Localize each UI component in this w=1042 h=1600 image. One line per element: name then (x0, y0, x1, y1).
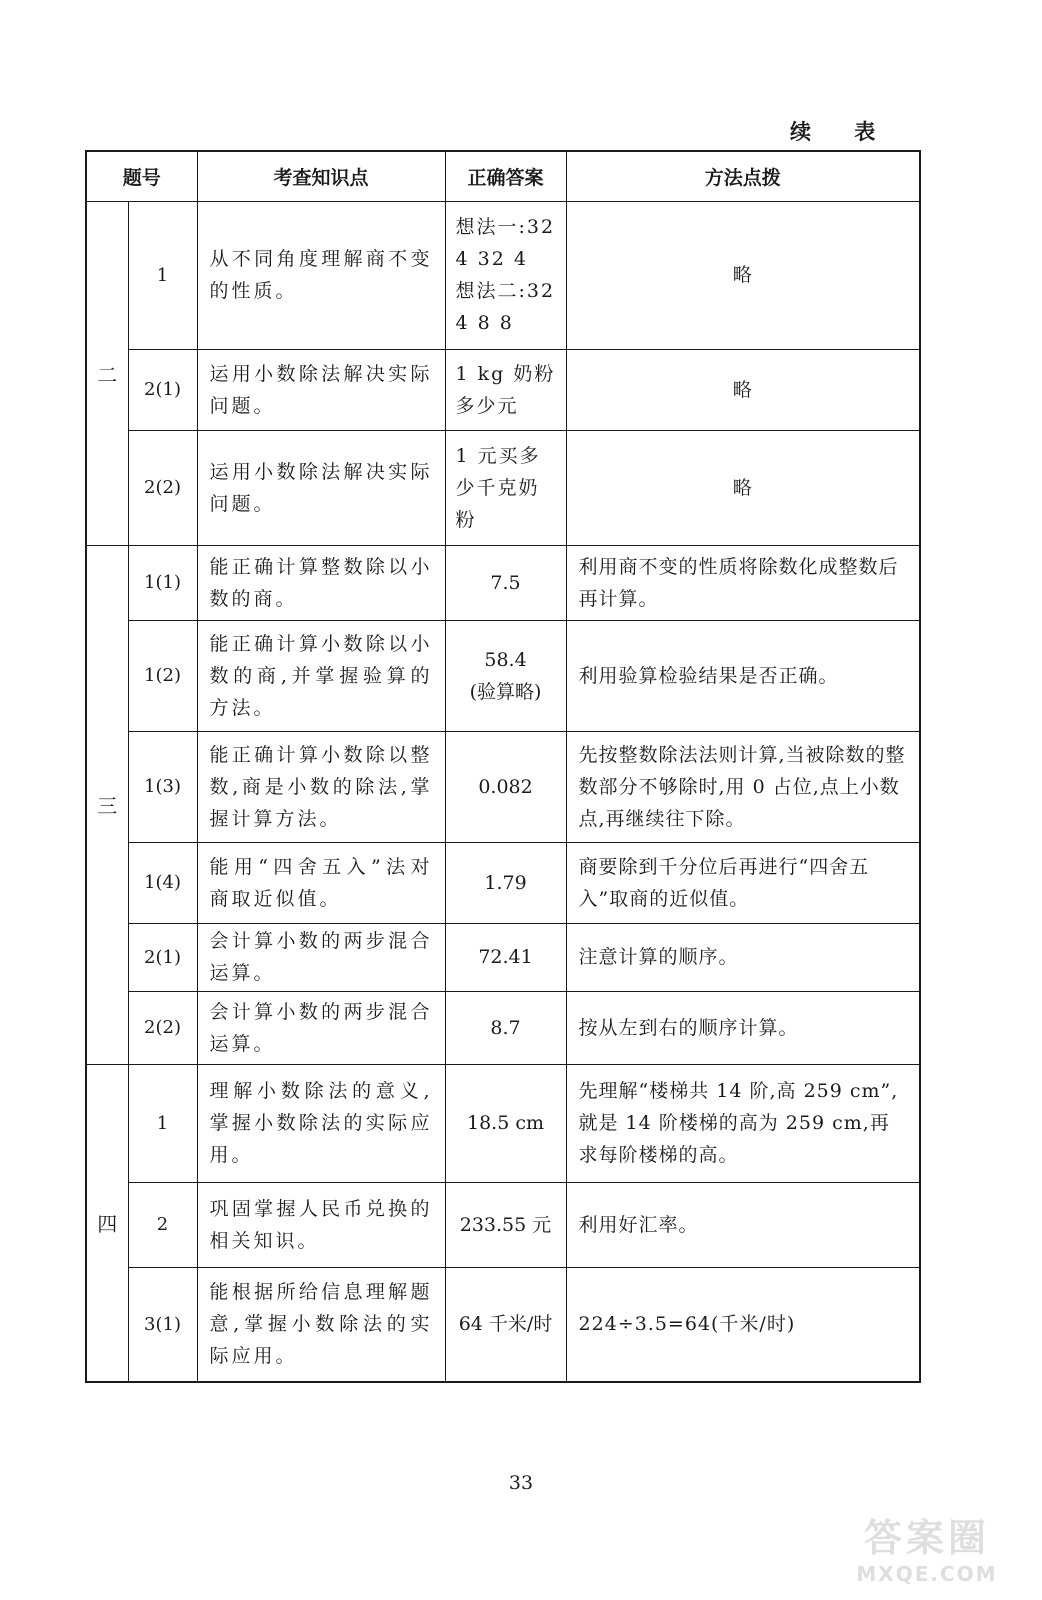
knowledge-point: 理解小数除法的意义,掌握小数除法的实际应用。 (197, 1064, 445, 1182)
watermark-url: MXQE.COM (856, 1562, 998, 1586)
question-number: 2(2) (128, 991, 197, 1064)
correct-answer: 58.4 (验算略) (445, 620, 566, 731)
knowledge-point: 运用小数除法解决实际问题。 (197, 430, 445, 545)
header-method-tips: 方法点拨 (566, 151, 920, 201)
table-row (86, 1064, 920, 1182)
question-number: 1(2) (128, 620, 197, 731)
table-row (86, 349, 920, 430)
header-knowledge-point: 考查知识点 (197, 151, 445, 201)
correct-answer: 想法一:32 4 32 4 想法二:32 4 8 8 (445, 201, 566, 349)
correct-answer: 1 kg 奶粉 多少元 (445, 349, 566, 430)
table-row (86, 545, 920, 620)
question-number: 2 (128, 1182, 197, 1267)
table-row (86, 620, 920, 731)
knowledge-point: 运用小数除法解决实际问题。 (197, 349, 445, 430)
knowledge-point: 能正确计算小数除以整数,商是小数的除法,掌握计算方法。 (197, 731, 445, 842)
correct-answer: 7.5 (445, 545, 566, 620)
method-tip: 略 (566, 349, 920, 430)
page-number: 33 (508, 1472, 534, 1494)
knowledge-point: 巩固掌握人民币兑换的相关知识。 (197, 1182, 445, 1267)
correct-answer: 233.55 元 (445, 1182, 566, 1267)
table-row (86, 201, 920, 349)
correct-answer: 1.79 (445, 842, 566, 923)
knowledge-point: 能根据所给信息理解题意,掌握小数除法的实际应用。 (197, 1267, 445, 1382)
correct-answer: 1 元买多 少千克奶 粉 (445, 430, 566, 545)
header-correct-answer: 正确答案 (445, 151, 566, 201)
question-number: 1 (128, 201, 197, 349)
question-number: 1(4) (128, 842, 197, 923)
section-label: 二 (86, 201, 128, 545)
method-tip: 略 (566, 430, 920, 545)
table-row (86, 991, 920, 1064)
knowledge-point: 会计算小数的两步混合运算。 (197, 991, 445, 1064)
table-row (86, 1267, 920, 1382)
method-tip: 先按整数除法法则计算,当被除数的整数部分不够除时,用 0 占位,点上小数点,再继续往下除。 (566, 731, 920, 842)
section-label: 四 (86, 1064, 128, 1382)
table-row (86, 923, 920, 991)
method-tip: 按从左到右的顺序计算。 (566, 991, 920, 1064)
knowledge-point: 会计算小数的两步混合运算。 (197, 923, 445, 991)
method-tip: 略 (566, 201, 920, 349)
correct-answer: 64 千米/时 (445, 1267, 566, 1382)
method-tip: 商要除到千分位后再进行“四舍五入”取商的近似值。 (566, 842, 920, 923)
method-tip: 先理解“楼梯共 14 阶,高 259 cm”,就是 14 阶楼梯的高为 259 cm,再求每阶楼梯的高。 (566, 1064, 920, 1182)
question-number: 3(1) (128, 1267, 197, 1382)
table-row (86, 842, 920, 923)
method-tip: 利用验算检验结果是否正确。 (566, 620, 920, 731)
table-row (86, 430, 920, 545)
correct-answer: 18.5 cm (445, 1064, 566, 1182)
knowledge-point: 从不同角度理解商不变的性质。 (197, 201, 445, 349)
knowledge-point: 能用“四舍五入”法对商取近似值。 (197, 842, 445, 923)
method-tip: 224÷3.5=64(千米/时) (566, 1267, 920, 1382)
header-question-no: 题号 (86, 151, 197, 201)
question-number: 1(3) (128, 731, 197, 842)
method-tip: 利用好汇率。 (566, 1182, 920, 1267)
watermark-logo (832, 1507, 1022, 1586)
answer-table (85, 150, 921, 1383)
correct-answer: 8.7 (445, 991, 566, 1064)
method-tip: 注意计算的顺序。 (566, 923, 920, 991)
question-number: 2(1) (128, 349, 197, 430)
question-number: 2(2) (128, 430, 197, 545)
continued-table-label: 续 表 (790, 119, 894, 144)
question-number: 1(1) (128, 545, 197, 620)
section-label: 三 (86, 545, 128, 1064)
correct-answer: 0.082 (445, 731, 566, 842)
knowledge-point: 能正确计算整数除以小数的商。 (197, 545, 445, 620)
knowledge-point: 能正确计算小数除以小数的商,并掌握验算的方法。 (197, 620, 445, 731)
question-number: 1 (128, 1064, 197, 1182)
table-row (86, 731, 920, 842)
table-row (86, 1182, 920, 1267)
correct-answer: 72.41 (445, 923, 566, 991)
watermark-title: 答案圈 (863, 1516, 990, 1560)
question-number: 2(1) (128, 923, 197, 991)
method-tip: 利用商不变的性质将除数化成整数后再计算。 (566, 545, 920, 620)
header-row (86, 151, 920, 201)
